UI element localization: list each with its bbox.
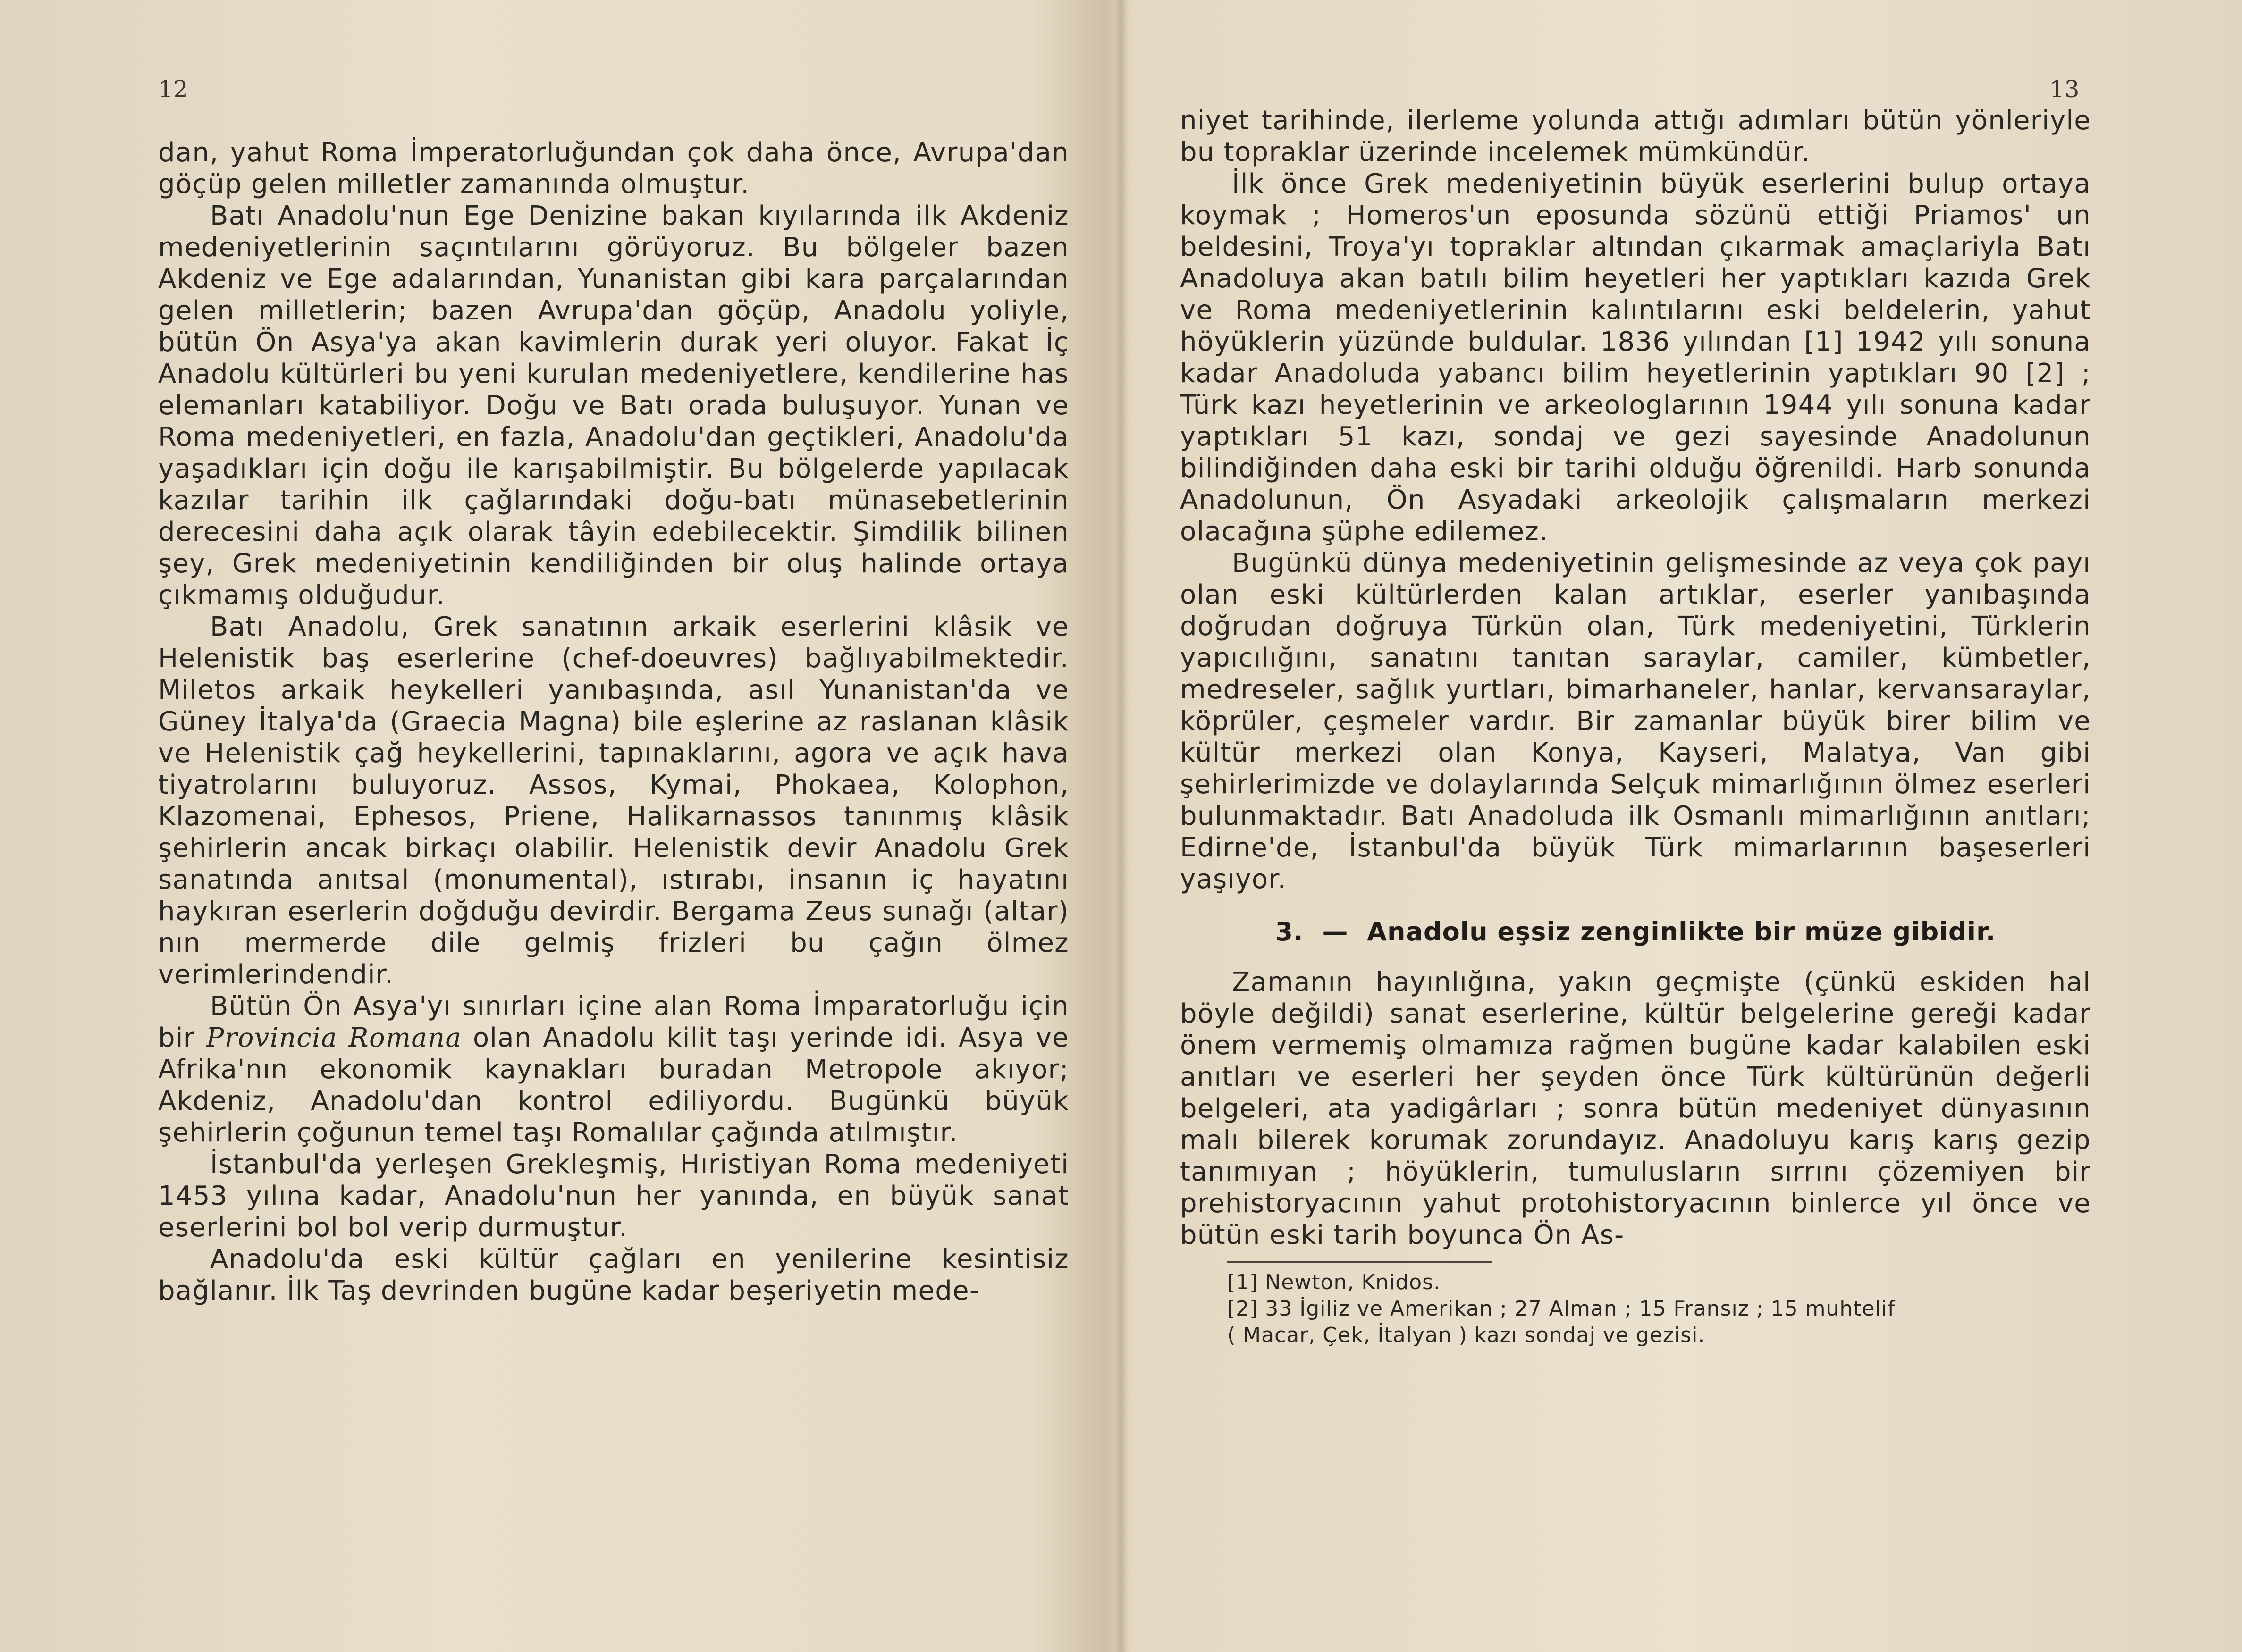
section-dash: — bbox=[1322, 917, 1349, 947]
footnote-2: [2] 33 İgiliz ve Amerikan ; 27 Alman ; 15 Fransız ; 15 muhtelif bbox=[1227, 1297, 1896, 1321]
paragraph: Bugünkü dünya medeniyetinin gelişmesinde az veya çok payı olan eski kültürlerden kalan artıklar, eserler yanıbaşında doğrudan doğruya Türkün olan, Türk medeniyetini, Türklerin yapıcılığını, sanatını tanıtan saraylar, camiler, kümbetler, medreseler, sağlık yurtları, bimarhaneler, hanlar, kervansaraylar, köprüler, çeşmeler vardır. Bir zamanlar büyük birer bilim ve kültür merkezi olan Konya, Kayseri, Malatya, Van gibi şehirlerimizde ve dolaylarında Selçuk mimarlığının ölmez eserleri bulunmaktadır. Batı Anadoluda ilk Osmanlı mimarlığının anıtları; Edirne'de, İstanbul'da büyük Türk mimarlarının başeserleri yaşıyor. bbox=[1180, 548, 2091, 895]
paragraph: dan, yahut Roma İmperatorluğundan çok daha önce, Avrupa'dan göçüp gelen milletler zamanında olmuştur. bbox=[158, 137, 1069, 200]
paragraph: Zamanın hayınlığına, yakın geçmişte (çünkü eskiden hal böyle değildi) sanat eserlerine, kültür belgelerine gereği kadar önem vermemiş olmamıza rağmen bugüne kadar kalabilen eski anıtları ve eserleri her şeyden önce Türk kültürünün değerli belgeleri, ata yadigârları ; sonra bütün medeniyet dünyasının malı bilerek korumak zorundayız. Anadoluyu karış karış gezip tanımıyan ; höyüklerin, tumulusların sırrını çözemiyen bir prehistoryacının yahut protohistoryacının binlerce yıl önce ve bütün eski tarih boyunca Ön As- bbox=[1180, 967, 2091, 1250]
paragraph: Batı Anadolu'nun Ege Denizine bakan kıyılarında ilk Akdeniz medeniyetlerinin saçıntılarını görüyoruz. Bu bölgeler bazen Akdeniz ve Ege adalarından, Yunanistan gibi kara parçalarından gelen milletlerin; bazen Avrupa'dan göçüp, Anadolu yoliyle, bütün Ön Asya'ya akan kavimlerin durak yeri oluyor. Fakat İç Anadolu kültürleri bu yeni kurulan medeniyetlere, kendilerine has elemanları katabiliyor. Doğu ve Batı orada buluşuyor. Yunan ve Roma medeniyetleri, en fazla, Anadolu'dan geçtikleri, Anadolu'da yaşadıkları için doğu ile karışabilmiştir. Bu bölgelerde yapılacak kazılar tarihin ilk çağlarındaki doğu-batı münasebetlerinin derecesini daha açık olarak tâyin edebilecektir. Şimdilik bilinen şey, Grek medeniyetinin kendiliğinden bir oluş halinde ortaya çıkmamış olduğudur. bbox=[158, 201, 1069, 611]
section-number: 3. bbox=[1275, 917, 1304, 947]
footnote-1: [1] Newton, Knidos. bbox=[1227, 1270, 1441, 1294]
page-number-right: 13 bbox=[2049, 75, 2080, 103]
paragraph: İstanbul'da yerleşen Grekleşmiş, Hıristiyan Roma medeniyeti 1453 yılına kadar, Anadolu'nun her yanında, en büyük sanat eserlerini bol bol verip durmuştur. bbox=[158, 1149, 1069, 1243]
footnote-rule bbox=[1227, 1261, 1492, 1263]
section-title: Anadolu eşsiz zenginlikte bir müze gibidir. bbox=[1367, 917, 1996, 947]
paragraph: Batı Anadolu, Grek sanatının arkaik eserlerini klâsik ve Helenistik baş eserlerine (chef-doeuvres) bağlıyabilmektedir. Miletos arkaik heykelleri yanıbaşında, asıl Yunanistan'da ve Güney İtalya'da (Graecia Magna) bile eşlerine az raslanan klâsik ve Helenistik çağ heykellerini, tapınaklarını, agora ve açık hava tiyatrolarını buluyoruz. Assos, Kymai, Phokaea, Kolophon, Klazomenai, Ephesos, Priene, Halikarnassos tanınmış klâsik şehirlerin ancak birkaçı olabilir. Helenistik devir Anadolu Grek sanatında anıtsal (monumental), ıstırabı, insanın iç hayatını haykıran eserlerin doğduğu devirdir. Bergama Zeus sunağı (altar) nın mermerde dile gelmiş frizleri bu çağın ölmez verimlerindendir. bbox=[158, 612, 1069, 990]
paragraph: niyet tarihinde, ilerleme yolunda attığı adımları bütün yönleriyle bu topraklar üzerinde incelemek mümkündür. bbox=[1180, 105, 2091, 168]
left-page bbox=[0, 0, 1119, 1652]
paragraph: İlk önce Grek medeniyetinin büyük eserlerini bulup ortaya koymak ; Homeros'un eposunda sözünü ettiği Priamos' un beldesini, Troya'yı topraklar altından çıkarmak amaçlariyla Batı Anadoluya akan batılı bilim heyetleri her yaptıkları kazıda Grek ve Roma medeniyetlerinin kalıntılarını eski beldelerin, yahut höyüklerin yüzünde buldular. 1836 yılından [1] 1942 yılı sonuna kadar Anadoluda yabancı bilim heyetlerinin yaptıkları 90 [2] ; Türk kazı heyetlerinin ve arkeologlarının 1944 yılı sonuna kadar yaptıkları 51 kazı, sondaj ve gezi sayesinde Anadolunun bilindiğinden daha eski bir tarihi olduğu öğrenildi. Harb sonunda Anadolunun, Ön Asyadaki arkeolojik çalışmaların merkezi olacağına şüphe edilemez. bbox=[1180, 168, 2091, 547]
right-text-column bbox=[1180, 105, 2091, 1349]
footnote-2-continued: ( Macar, Çek, İtalyan ) kazı sondaj ve gezisi. bbox=[1227, 1323, 1705, 1347]
right-page bbox=[1123, 0, 2242, 1652]
paragraph-with-italic bbox=[158, 990, 1069, 1149]
page-number-left: 12 bbox=[158, 75, 188, 103]
paragraph: Anadolu'da eski kültür çağları en yenilerine kesintisiz bağlanır. İlk Taş devrinden bugüne kadar beşeriyetin mede- bbox=[158, 1244, 1069, 1306]
italic-term: Provincia Romana bbox=[206, 1023, 462, 1053]
paragraph-text: olan Anadolu kilit taşı yerinde idi. Asya ve Afrika'nın ekonomik kaynakları buradan Metropole akıyor; Akdeniz, Anadolu'dan kontrol ediliyordu. Bugünkü büyük şehirlerin çoğunun temel taşı Romalılar çağında atılmıştır. bbox=[158, 1023, 1070, 1148]
paragraph-text: Bütün Ön Asya'yı sınırları içine alan Roma İmparatorluğu için bir bbox=[158, 991, 1069, 1053]
section-heading bbox=[1180, 917, 2091, 947]
left-text-column bbox=[158, 137, 1069, 1307]
